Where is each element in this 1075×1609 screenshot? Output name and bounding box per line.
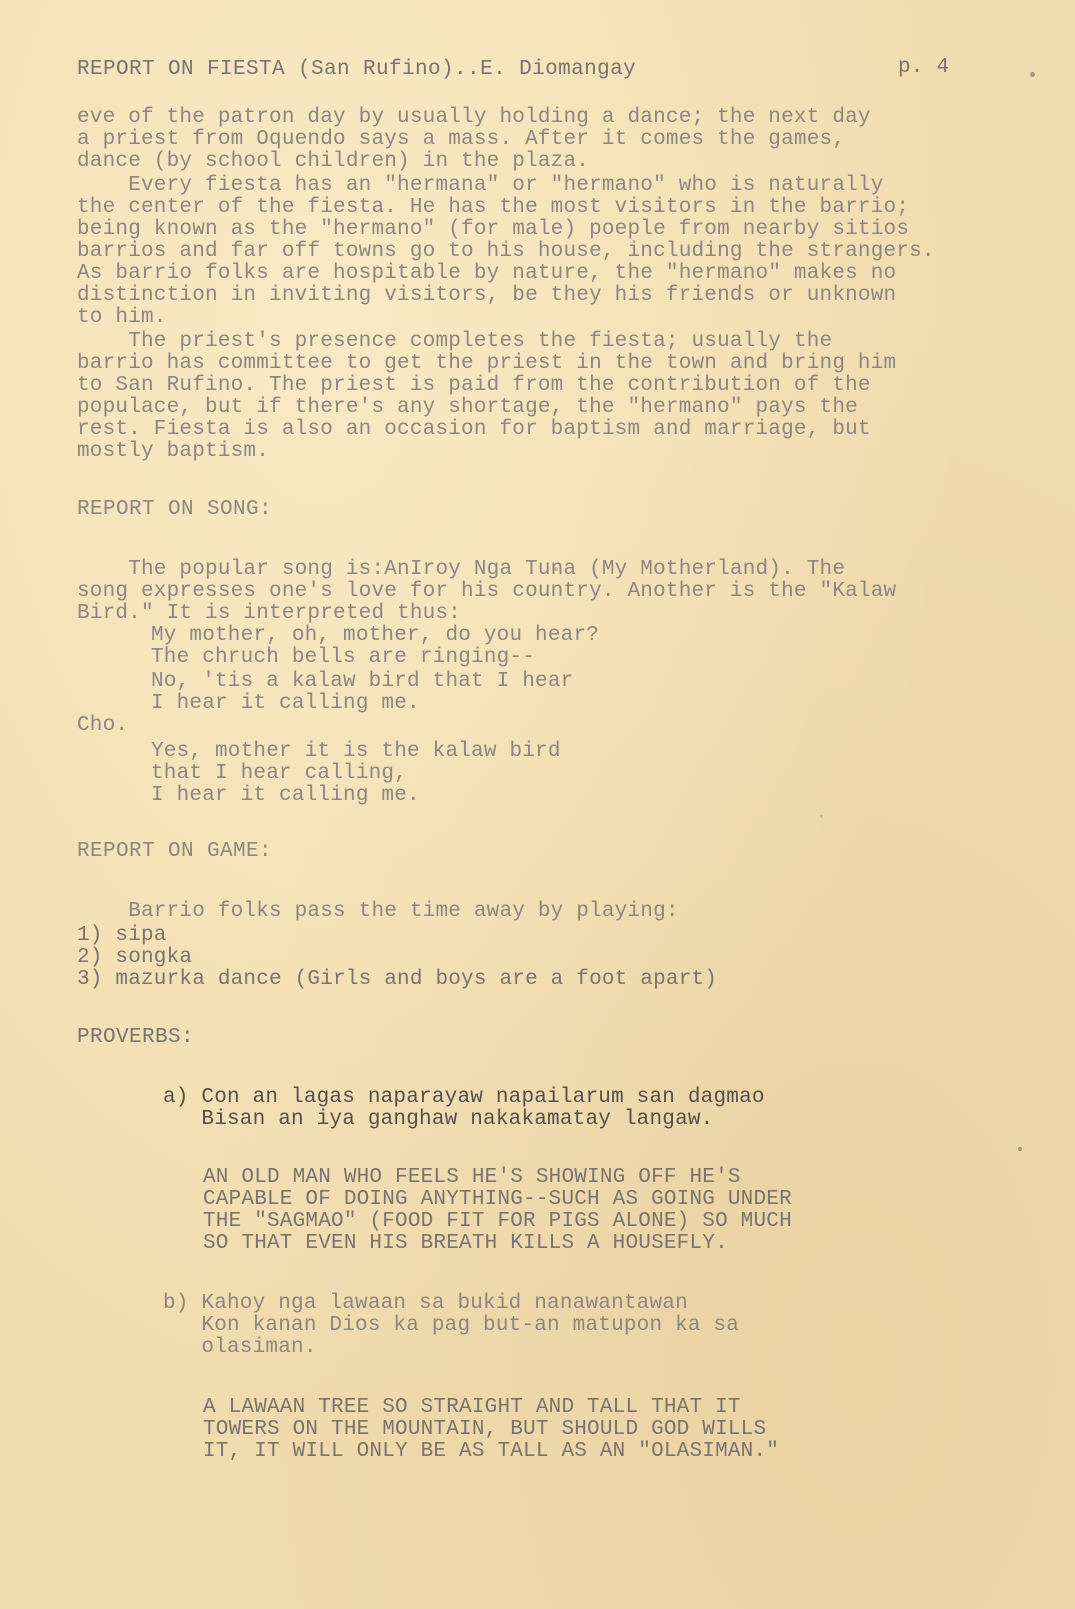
fiesta-line: eve of the patron day by usually holding a dance; the next day <box>77 106 871 129</box>
proverb-b-line: Kon kanan Dios ka pag but-an matupon ka sa <box>163 1314 740 1337</box>
ink-speck <box>1030 72 1035 77</box>
fiesta-line: As barrio folks are hospitable by nature, the "hermano" makes no <box>77 262 897 285</box>
song-intro-line: song expresses one's love for his country. Another is the "Kalaw <box>77 580 897 603</box>
ink-speck <box>820 815 823 818</box>
proverb-b-line: olasiman. <box>163 1336 317 1359</box>
fiesta-line: a priest from Oquendo says a mass. After it comes the games, <box>77 128 846 151</box>
song-verse-line: No, 'tis a kalaw bird that I hear <box>151 670 574 693</box>
fiesta-line: the center of the fiesta. He has the most visitors in the barrio; <box>77 196 910 219</box>
song-intro-line: The popular song is:AnIroy Nga Tuna (My Motherland). The <box>77 558 846 581</box>
proverb-a-line: a) Con an lagas naparayaw napailarum san dagmao <box>163 1086 765 1109</box>
song-intro-line: Bird." It is interpreted thus: <box>77 602 462 625</box>
proverb-b-translation: TOWERS ON THE MOUNTAIN, BUT SHOULD GOD WILLS <box>203 1418 767 1441</box>
chorus-label: Cho. <box>77 714 129 737</box>
song-heading: REPORT ON SONG: <box>77 498 273 521</box>
fiesta-line: to San Rufino. The priest is paid from the contribution of the <box>77 374 871 397</box>
song-verse-line: I hear it calling me. <box>151 692 420 715</box>
fiesta-line: populace, but if there's any shortage, the "hermano" pays the <box>77 396 858 419</box>
song-chorus-line: Yes, mother it is the kalaw bird <box>151 740 561 763</box>
song-verse-line: The chruch bells are ringing-- <box>151 646 536 669</box>
proverb-a-translation: THE "SAGMAO" (FOOD FIT FOR PIGS ALONE) SO MUCH <box>203 1210 792 1233</box>
game-intro: Barrio folks pass the time away by playing: <box>77 900 679 923</box>
fiesta-line: barrio has committee to get the priest in the town and bring him <box>77 352 897 375</box>
page-number: p. 4 <box>898 56 950 79</box>
fiesta-line: being known as the "hermano" (for male) poeple from nearby sitios <box>77 218 910 241</box>
fiesta-line: rest. Fiesta is also an occasion for baptism and marriage, but <box>77 418 871 441</box>
fiesta-line: Every fiesta has an "hermana" or "hermano" who is naturally <box>77 174 884 197</box>
game-item: 1) sipa <box>77 924 167 947</box>
song-chorus-line: that I hear calling, <box>151 762 408 785</box>
proverb-b-translation: A LAWAAN TREE SO STRAIGHT AND TALL THAT IT <box>203 1396 741 1419</box>
game-item: 2) songka <box>77 946 193 969</box>
fiesta-line: The priest's presence completes the fiesta; usually the <box>77 330 833 353</box>
fiesta-line: to him. <box>77 306 167 329</box>
fiesta-line: dance (by school children) in the plaza. <box>77 150 590 173</box>
ink-speck <box>554 567 558 571</box>
fiesta-line: mostly baptism. <box>77 440 270 463</box>
game-item: 3) mazurka dance (Girls and boys are a foot apart) <box>77 968 718 991</box>
proverb-b-line: b) Kahoy nga lawaan sa bukid nanawantawan <box>163 1292 688 1315</box>
fiesta-line: distinction in inviting visitors, be they his friends or unknown <box>77 284 897 307</box>
proverbs-heading: PROVERBS: <box>77 1026 195 1049</box>
proverb-a-translation: CAPABLE OF DOING ANYTHING--SUCH AS GOING UNDER <box>203 1188 792 1211</box>
proverb-b-translation: IT, IT WILL ONLY BE AS TALL AS AN "OLASIMAN." <box>203 1440 780 1463</box>
proverb-a-translation: SO THAT EVEN HIS BREATH KILLS A HOUSEFLY. <box>203 1232 728 1255</box>
report-title: REPORT ON FIESTA (San Rufino)..E. Diomangay <box>77 58 637 81</box>
fiesta-line: barrios and far off towns go to his house, including the strangers. <box>77 240 935 263</box>
game-heading: REPORT ON GAME: <box>77 840 273 863</box>
ink-speck <box>1018 1147 1022 1151</box>
song-chorus-line: I hear it calling me. <box>151 784 420 807</box>
proverb-a-line: Bisan an iya ganghaw nakakamatay langaw. <box>163 1108 714 1131</box>
proverb-a-translation: AN OLD MAN WHO FEELS HE'S SHOWING OFF HE'S <box>203 1166 741 1189</box>
song-verse-line: My mother, oh, mother, do you hear? <box>151 624 600 647</box>
